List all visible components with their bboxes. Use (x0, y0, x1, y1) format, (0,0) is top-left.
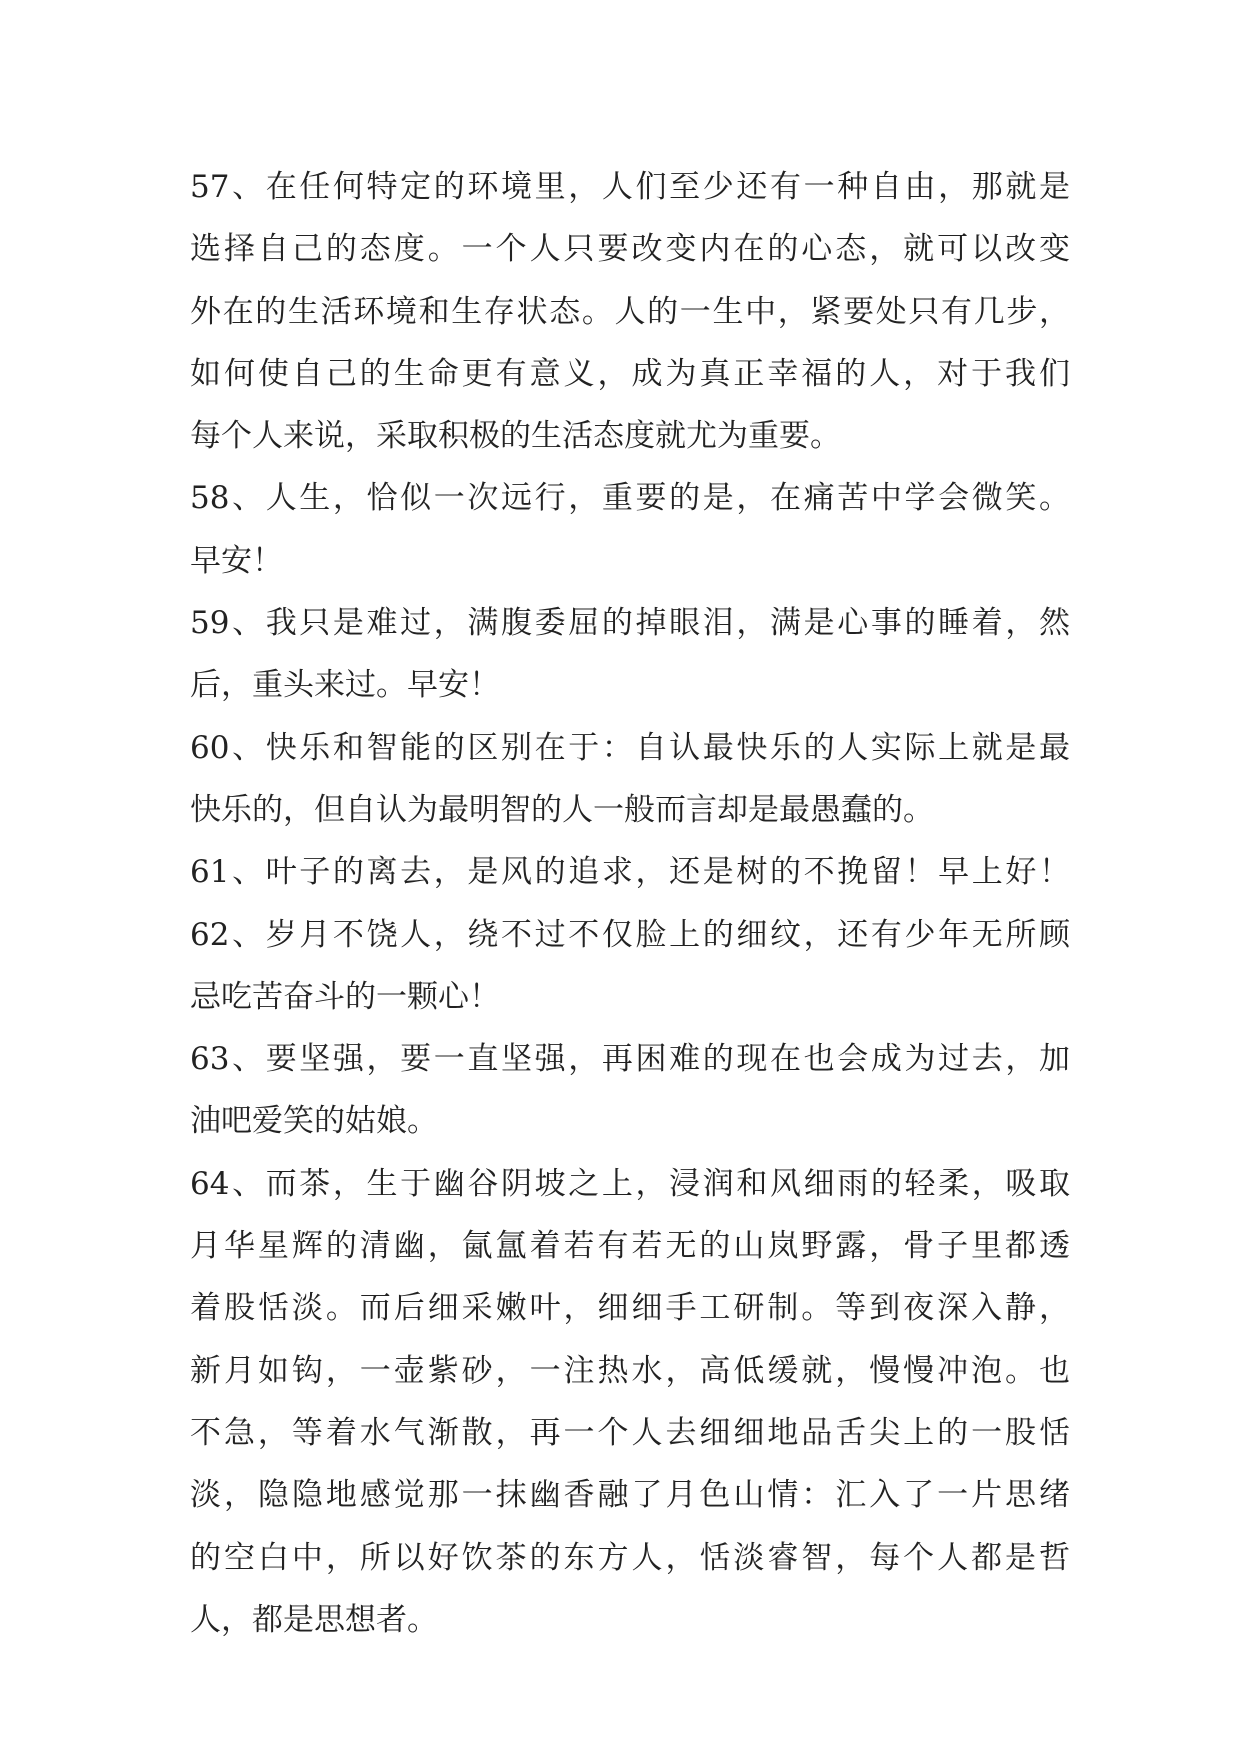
text-line: 忌吃苦奋斗的一颗心！ (190, 978, 500, 1015)
text-line: 59、我只是难过，满腹委屈的掉眼泪，满是心事的睡着，然 (190, 605, 1070, 642)
text-line: 人，都是思想者。 (190, 1601, 438, 1638)
text-line: 油吧爱笑的姑娘。 (190, 1103, 438, 1140)
text-line: 早安！ (190, 542, 283, 579)
text-line: 58、人生，恰似一次远行，重要的是，在痛苦中学会微笑。 (190, 480, 1070, 517)
text-line: 外在的生活环境和生存状态。人的一生中，紧要处只有几步， (190, 293, 1070, 330)
text-line: 的空白中，所以好饮茶的东方人，恬淡睿智，每个人都是哲 (190, 1539, 1070, 1576)
text-line: 62、岁月不饶人，绕不过不仅脸上的细纹，还有少年无所顾 (190, 916, 1070, 953)
text-line: 后，重头来过。早安！ (190, 667, 500, 704)
text-line: 61、叶子的离去，是风的追求，还是树的不挽留！早上好！ (190, 854, 1070, 891)
text-line: 60、快乐和智能的区别在于：自认最快乐的人实际上就是最 (190, 729, 1070, 766)
text-line: 每个人来说，采取积极的生活态度就尤为重要。 (190, 418, 841, 455)
text-line: 如何使自己的生命更有意义，成为真正幸福的人，对于我们 (190, 355, 1070, 392)
document-body (190, 156, 1070, 1651)
text-line: 新月如钩，一壶紫砂，一注热水，高低缓就，慢慢冲泡。也 (190, 1352, 1070, 1389)
text-line: 选择自己的态度。一个人只要改变内在的心态，就可以改变 (190, 231, 1070, 268)
text-line: 57、在任何特定的环境里，人们至少还有一种自由，那就是 (190, 169, 1070, 205)
text-line: 淡，隐隐地感觉那一抹幽香融了月色山情：汇入了一片思绪 (190, 1477, 1070, 1514)
text-line: 月华星辉的清幽，氤氲着若有若无的山岚野露，骨子里都透 (190, 1228, 1070, 1265)
text-line: 64、而茶，生于幽谷阴坡之上，浸润和风细雨的轻柔，吸取 (190, 1165, 1070, 1202)
text-line: 快乐的，但自认为最明智的人一般而言却是最愚蠢的。 (190, 791, 934, 828)
text-line: 着股恬淡。而后细采嫩叶，细细手工研制。等到夜深入静， (190, 1290, 1070, 1327)
text-line: 不急，等着水气渐散，再一个人去细细地品舌尖上的一股恬 (190, 1414, 1070, 1451)
text-line: 63、要坚强，要一直坚强，再困难的现在也会成为过去，加 (190, 1041, 1070, 1078)
